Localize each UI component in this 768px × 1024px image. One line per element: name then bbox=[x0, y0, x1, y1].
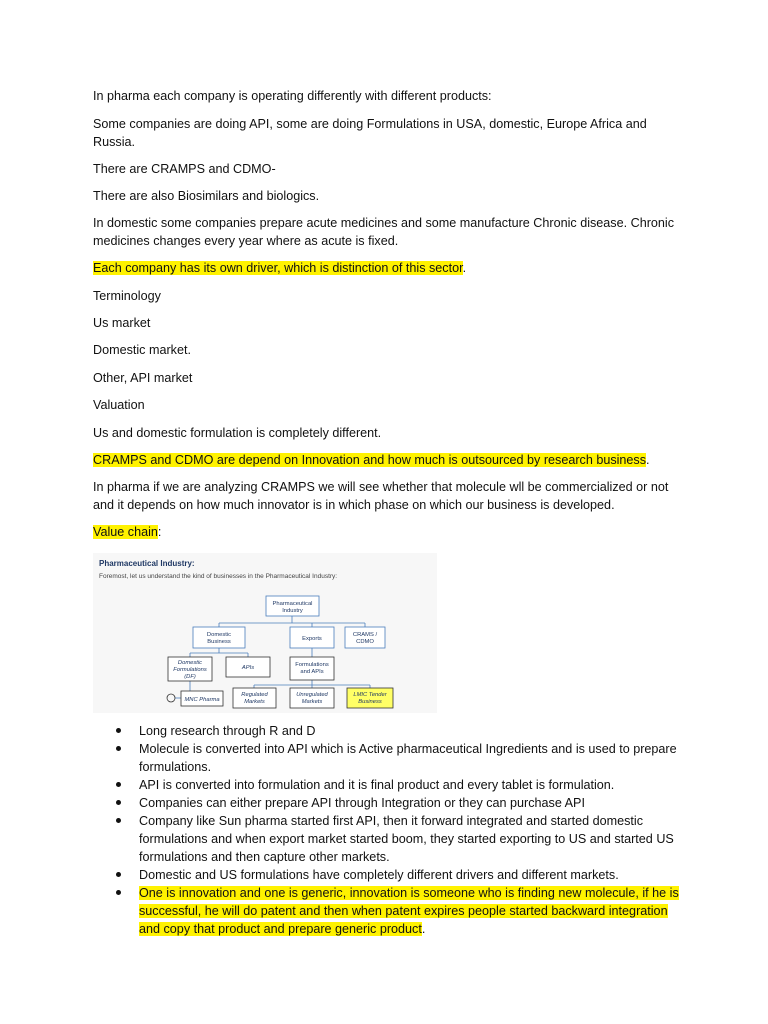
unregulated-label-line1: Unregulated bbox=[296, 692, 328, 698]
list-item: Molecule is converted into API which is Active pharmaceutical Ingredients and is used to prepare formulations. bbox=[93, 740, 683, 776]
regulated-label-line1: Regulated bbox=[241, 692, 268, 698]
list-item: Long research through R and D bbox=[93, 722, 683, 740]
df-label-line3: (DF) bbox=[184, 674, 196, 680]
crams-label-line1: CRAMS / bbox=[352, 632, 378, 638]
mnc-label: MNC Pharma bbox=[184, 697, 220, 703]
bullet-list bbox=[93, 722, 683, 938]
bullet-icon bbox=[116, 800, 121, 805]
highlighted-text: One is innovation and one is generic, innovation is someone who is finding new molecule, if he is successful, he will do patent and then when patent expires people started backward integration and copy that product and prepare generic product bbox=[139, 886, 679, 936]
tender-label-line2: Business bbox=[358, 699, 382, 705]
diagram-svg bbox=[93, 553, 437, 713]
root-label-line1: Pharmaceutical bbox=[272, 601, 313, 607]
root-label-line2: Industry bbox=[282, 608, 303, 614]
highlighted-text: CRAMPS and CDMO are depend on Innovation and how much is outsourced by research business bbox=[93, 453, 647, 467]
diagram-title: Pharmaceutical Industry: bbox=[99, 559, 195, 568]
unregulated-label-line2: Markets bbox=[301, 699, 323, 705]
list-item: API is converted into formulation and it is final product and every tablet is formulation. bbox=[93, 776, 683, 794]
bullet-icon bbox=[116, 872, 121, 877]
driver-paragraph: Each company has its own driver, which is distinction of this sector. bbox=[93, 261, 467, 275]
regulated-label-line2: Markets bbox=[244, 699, 265, 705]
tender-label-line1: LMIC Tender bbox=[353, 692, 387, 698]
companies-paragraph: Some companies are doing API, some are doing Formulations in USA, domestic, Europe Africa and Russia. bbox=[93, 117, 647, 149]
apis-label: APIs bbox=[241, 665, 255, 671]
list-item: Company like Sun pharma started first API, then it forward integrated and started domestic formulations and when export market started boom, they started exporting to US and started US formulations and then capture other markets. bbox=[93, 812, 683, 866]
exports-label: Exports bbox=[302, 636, 322, 642]
df-label-line2: Formulations bbox=[173, 667, 207, 673]
list-item: One is innovation and one is generic, innovation is someone who is finding new molecule, if he is successful, he will do patent and then when patent expires people started backward integration and copy that product and prepare generic product. bbox=[93, 884, 683, 938]
domestic-market-line: Domestic market. bbox=[93, 343, 191, 357]
domestic-paragraph: In domestic some companies prepare acute medicines and some manufacture Chronic disease. Chronic medicines changes every year where as acute is fixed. bbox=[93, 216, 675, 248]
circle-marker bbox=[167, 694, 175, 702]
bullet-icon bbox=[116, 782, 121, 787]
diagram-subtitle: Foremost, let us understand the kind of businesses in the Pharmaceutical Industry: bbox=[99, 573, 338, 580]
formulation-paragraph: Us and domestic formulation is completely different. bbox=[93, 426, 382, 440]
unregulated-node bbox=[290, 688, 334, 708]
api-market-line: Other, API market bbox=[93, 371, 193, 385]
df-label-line1: Domestic bbox=[177, 660, 203, 666]
value-chain-heading: Value chain: bbox=[93, 525, 162, 539]
bullet-icon bbox=[116, 890, 121, 895]
biosimilars-paragraph: There are also Biosimilars and biologics. bbox=[93, 189, 320, 203]
us-market-line: Us market bbox=[93, 316, 151, 330]
list-item: Domestic and US formulations have completely different drivers and different markets. bbox=[93, 866, 683, 884]
domestic-label-line2: Business bbox=[207, 639, 231, 645]
cramps-cdmo-paragraph: CRAMPS and CDMO are depend on Innovation and how much is outsourced by research business. bbox=[93, 453, 650, 467]
bullet-icon bbox=[116, 818, 121, 823]
fa-label-line2: and APIs bbox=[300, 669, 324, 675]
list-item: Companies can either prepare API through Integration or they can purchase API bbox=[93, 794, 683, 812]
cramps-paragraph: There are CRAMPS and CDMO- bbox=[93, 162, 276, 176]
domestic-label-line1: Domestic bbox=[206, 632, 232, 638]
fa-label-line1: Formulations bbox=[295, 662, 329, 668]
valuation-line: Valuation bbox=[93, 398, 145, 412]
bullet-icon bbox=[116, 728, 121, 733]
crams-label-line2: CDMO bbox=[356, 639, 374, 645]
terminology-heading: Terminology bbox=[93, 289, 161, 303]
regulated-node bbox=[233, 688, 276, 708]
value-chain-diagram bbox=[93, 553, 437, 713]
bullet-icon bbox=[116, 746, 121, 751]
intro-paragraph: In pharma each company is operating differently with different products: bbox=[93, 89, 492, 103]
highlighted-text: Each company has its own driver, which is distinction of this sector bbox=[93, 261, 463, 275]
highlighted-text: Value chain bbox=[93, 525, 158, 539]
analysis-paragraph: In pharma if we are analyzing CRAMPS we will see whether that molecule wll be commercialized or not and it depends on how much innovator is in which phase on which our business is developed. bbox=[93, 480, 669, 512]
tender-node bbox=[347, 688, 393, 708]
